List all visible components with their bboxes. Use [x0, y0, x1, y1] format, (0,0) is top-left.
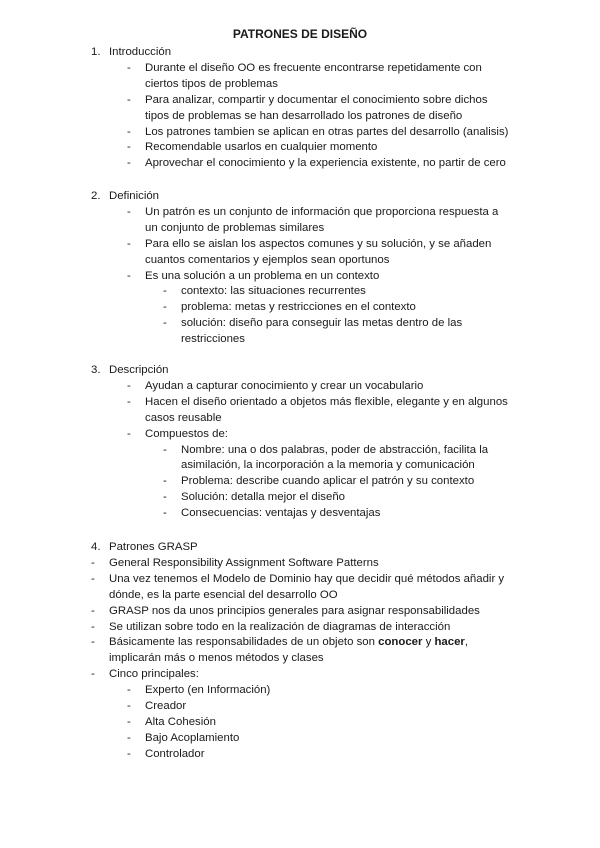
section-heading: Introducción	[109, 46, 172, 58]
list-item-text: Para ello se aislan los aspectos comunes y su solución, y se añaden	[145, 237, 492, 250]
section-number: 1.	[91, 46, 101, 58]
list-item-text: Consecuencias: ventajas y desventajas	[181, 507, 381, 520]
list-item-text: Nombre: una o dos palabras, poder de abstracción, facilita la	[181, 443, 489, 456]
bullet-dash: -	[91, 620, 95, 633]
list-item-text: restricciones	[181, 333, 245, 346]
list-item-text: Controlador	[145, 747, 205, 760]
list-item-text: GRASP nos da unos principios generales para asignar responsabilidades	[109, 604, 480, 617]
bullet-dash: -	[163, 491, 167, 504]
list-item-text: Compuestos de:	[145, 427, 228, 440]
section-heading: Descripción	[109, 364, 169, 376]
list-item-text: ciertos tipos de problemas	[145, 77, 278, 90]
emphasis-text: conocer	[378, 636, 423, 649]
bullet-dash: -	[127, 61, 131, 74]
list-item-text: Solución: detalla mejor el diseño	[181, 491, 345, 504]
list-item-text: Creador	[145, 700, 187, 712]
list-item-text: Recomendable usarlos en cualquier momento	[145, 141, 378, 154]
bullet-dash: -	[127, 205, 131, 218]
list-item-text: Cinco principales:	[109, 668, 199, 681]
bullet-dash: -	[127, 269, 131, 282]
list-item-text: Ayudan a capturar conocimiento y crear un vocabulario	[145, 379, 424, 392]
list-item-text: Un patrón es un conjunto de información que proporciona respuesta a	[145, 205, 499, 218]
list-item-text: tipos de problemas se han desarrollado los patrones de diseño	[145, 109, 463, 122]
list-item-text: casos reusable	[145, 411, 222, 424]
bullet-dash: -	[127, 731, 131, 744]
bullet-dash: -	[127, 700, 131, 712]
list-item-text: Experto (en Información)	[145, 684, 271, 697]
bullet-dash: -	[127, 684, 131, 697]
list-item-text: Durante el diseño OO es frecuente encontrarse repetidamente con	[145, 61, 482, 74]
list-item-text: solución: diseño para conseguir las metas dentro de las	[181, 317, 463, 330]
bullet-dash: -	[163, 317, 167, 330]
list-item-text: implicarán más o menos métodos y clases	[109, 652, 324, 665]
text-part: ,	[464, 636, 469, 649]
bullet-dash: -	[127, 157, 131, 170]
bullet-dash: -	[91, 556, 95, 569]
bullet-dash: -	[127, 379, 131, 392]
bullet-dash: -	[127, 93, 131, 106]
bullet-dash: -	[127, 125, 131, 138]
list-item-text: Para analizar, compartir y documentar el conocimiento sobre dichos	[145, 93, 488, 106]
section-number: 4.	[91, 541, 101, 553]
bullet-dash: -	[127, 427, 131, 440]
list-item-text: Alta Cohesión	[145, 715, 216, 728]
list-item-text: contexto: las situaciones recurrentes	[181, 285, 366, 298]
bullet-dash: -	[127, 747, 131, 760]
list-item-text: Se utilizan sobre todo en la realización de diagramas de interacción	[109, 620, 451, 633]
bullet-dash: -	[163, 301, 167, 314]
list-item-text: Hacen el diseño orientado a objetos más flexible, elegante y en algunos	[145, 395, 508, 408]
list-item-text: un conjunto de problemas similares	[145, 221, 325, 234]
list-item-text: Aprovechar el conocimiento y la experiencia existente, no partir de cero	[145, 157, 506, 170]
list-item-text: General Responsibility Assignment Software Patterns	[109, 556, 379, 569]
bullet-dash: -	[91, 572, 95, 585]
list-item-text: Es una solución a un problema en un contexto	[145, 269, 380, 282]
bullet-dash: -	[91, 636, 95, 649]
bullet-dash: -	[91, 668, 95, 681]
section-number: 3.	[91, 364, 101, 376]
bullet-dash: -	[163, 507, 167, 520]
bullet-dash: -	[127, 395, 131, 408]
bullet-dash: -	[163, 475, 167, 488]
page-title: PATRONES DE DISEÑO	[232, 27, 368, 41]
bullet-dash: -	[91, 604, 95, 617]
text-part: Básicamente las responsabilidades de un objeto son	[109, 636, 379, 649]
bullet-dash: -	[127, 715, 131, 728]
section-heading: Patrones GRASP	[109, 541, 198, 553]
emphasis-text: hacer	[434, 636, 465, 649]
list-item-text: Una vez tenemos el Modelo de Dominio hay que decidir qué métodos añadir y	[109, 572, 505, 585]
list-item-text: dónde, es la parte esencial del desarrollo OO	[109, 588, 338, 601]
bullet-dash: -	[127, 237, 131, 250]
list-item-text: Los patrones tambien se aplican en otras partes del desarrollo (analisis)	[145, 125, 509, 138]
bullet-dash: -	[163, 285, 167, 298]
list-item-text: Bajo Acoplamiento	[145, 731, 240, 744]
list-item-text: problema: metas y restricciones en el contexto	[181, 301, 416, 314]
text-part: y	[422, 636, 435, 649]
list-item-text: asimilación, la incorporación a la memoria y comunicación	[181, 459, 475, 472]
section-heading: Definición	[109, 190, 160, 202]
list-item-text	[109, 635, 468, 651]
bullet-dash: -	[163, 443, 167, 456]
bullet-dash: -	[127, 141, 131, 154]
list-item-text: cuantos comentarios y ejemplos sean oportunos	[145, 253, 390, 266]
section-number: 2.	[91, 190, 101, 202]
list-item-text: Problema: describe cuando aplicar el patrón y su contexto	[181, 475, 475, 488]
